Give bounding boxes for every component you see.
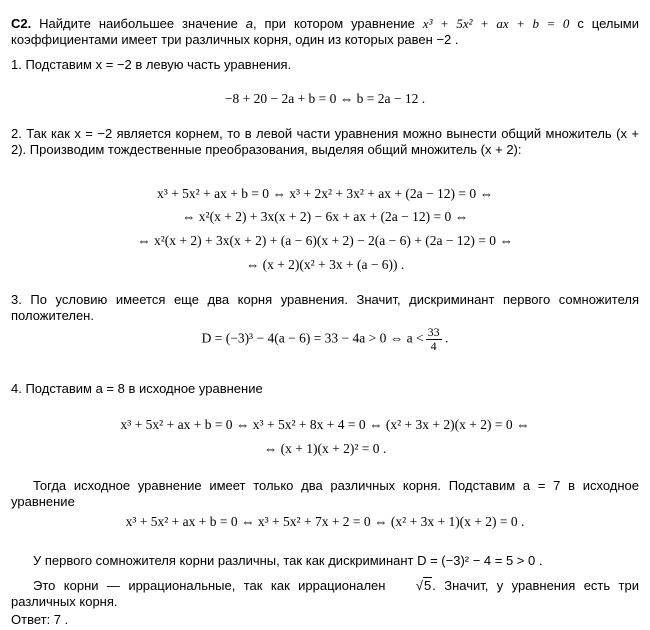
step5-equation: x³ + 5x² + ax + b = 0 ⇔ x³ + 5x² + 7x + 2 = 0 ⇔ (x² + 3x + 1)(x + 2) = 0 . bbox=[125, 514, 525, 529]
step4-equation-2: ⇔ (x + 1)(x + 2)² = 0 . bbox=[263, 441, 387, 456]
step4-text: 4. Подставим a = 8 в исходное уравнение bbox=[11, 381, 263, 396]
step2-equation-1: x³ + 5x² + ax + b = 0 ⇔ x³ + 2x² + 3x² + ax + (2a − 12) = 0 ⇔ bbox=[157, 186, 493, 201]
step2-text: 2. Так как x = −2 является корнем, то в левой части уравнения можно вынести общий множитель (x + 2). Производим тождественные преобразования, выделяя общий множитель (x + 2): bbox=[11, 126, 639, 157]
step1-text: 1. Подставим x = −2 в левую часть уравнения. bbox=[11, 57, 292, 72]
step3-text: 3. По условию имеется еще два корня уравнения. Значит, дискриминант первого сомножителя положителен. bbox=[11, 292, 639, 323]
step1-equation: −8 + 20 − 2a + b = 0 ⇔ b = 2a − 12 . bbox=[224, 91, 426, 106]
step3-equation: D = (−3)³ − 4(a − 6) = 33 − 4a > 0 ⇔ a < $\frac{33}{4}$ . bbox=[201, 325, 449, 353]
problem-statement: С2. Найдите наибольшее значение a, при котором уравнение x³ + 5x² + ax + b = 0 с целыми коэффициентами имеет три различных корня, один из которых равен −2 . bbox=[11, 16, 639, 47]
step7-text: Это корни — иррациональные, так как иррационален √5. Значит, у уравнения есть три различных корня. bbox=[11, 578, 639, 609]
step4-equation-1: x³ + 5x² + ax + b = 0 ⇔ x³ + 5x² + 8x + 4 = 0 ⇔ (x² + 3x + 2)(x + 2) = 0 ⇔ bbox=[120, 417, 530, 432]
step6-text: У первого сомножителя корни различны, так как дискриминант D = (−3)² − 4 = 5 > 0 . bbox=[33, 553, 543, 568]
step2-equation-3: ⇔ x²(x + 2) + 3x(x + 2) + (a − 6)(x + 2) − 2(a − 6) + (2a − 12) = 0 ⇔ bbox=[137, 233, 513, 248]
answer-text: Ответ: 7 . bbox=[11, 612, 69, 627]
problem-label: С2. bbox=[11, 16, 32, 31]
sqrt-symbol: √5 bbox=[415, 578, 432, 593]
step3-fraction: $\frac{33}{4}$ bbox=[427, 325, 440, 353]
problem-equation: x³ + 5x² + ax + b = 0 bbox=[422, 16, 570, 31]
step5-text: Тогда исходное уравнение имеет только два различных корня. Подставим a = 7 в исходное уравнение bbox=[11, 478, 639, 509]
step2-equation-4: ⇔ (x + 2)(x² + 3x + (a − 6)) . bbox=[245, 257, 405, 272]
problem-var: a bbox=[245, 16, 253, 31]
step2-equation-2: ⇔ x²(x + 2) + 3x(x + 2) − 6x + ax + (2a − 12) = 0 ⇔ bbox=[181, 209, 469, 224]
